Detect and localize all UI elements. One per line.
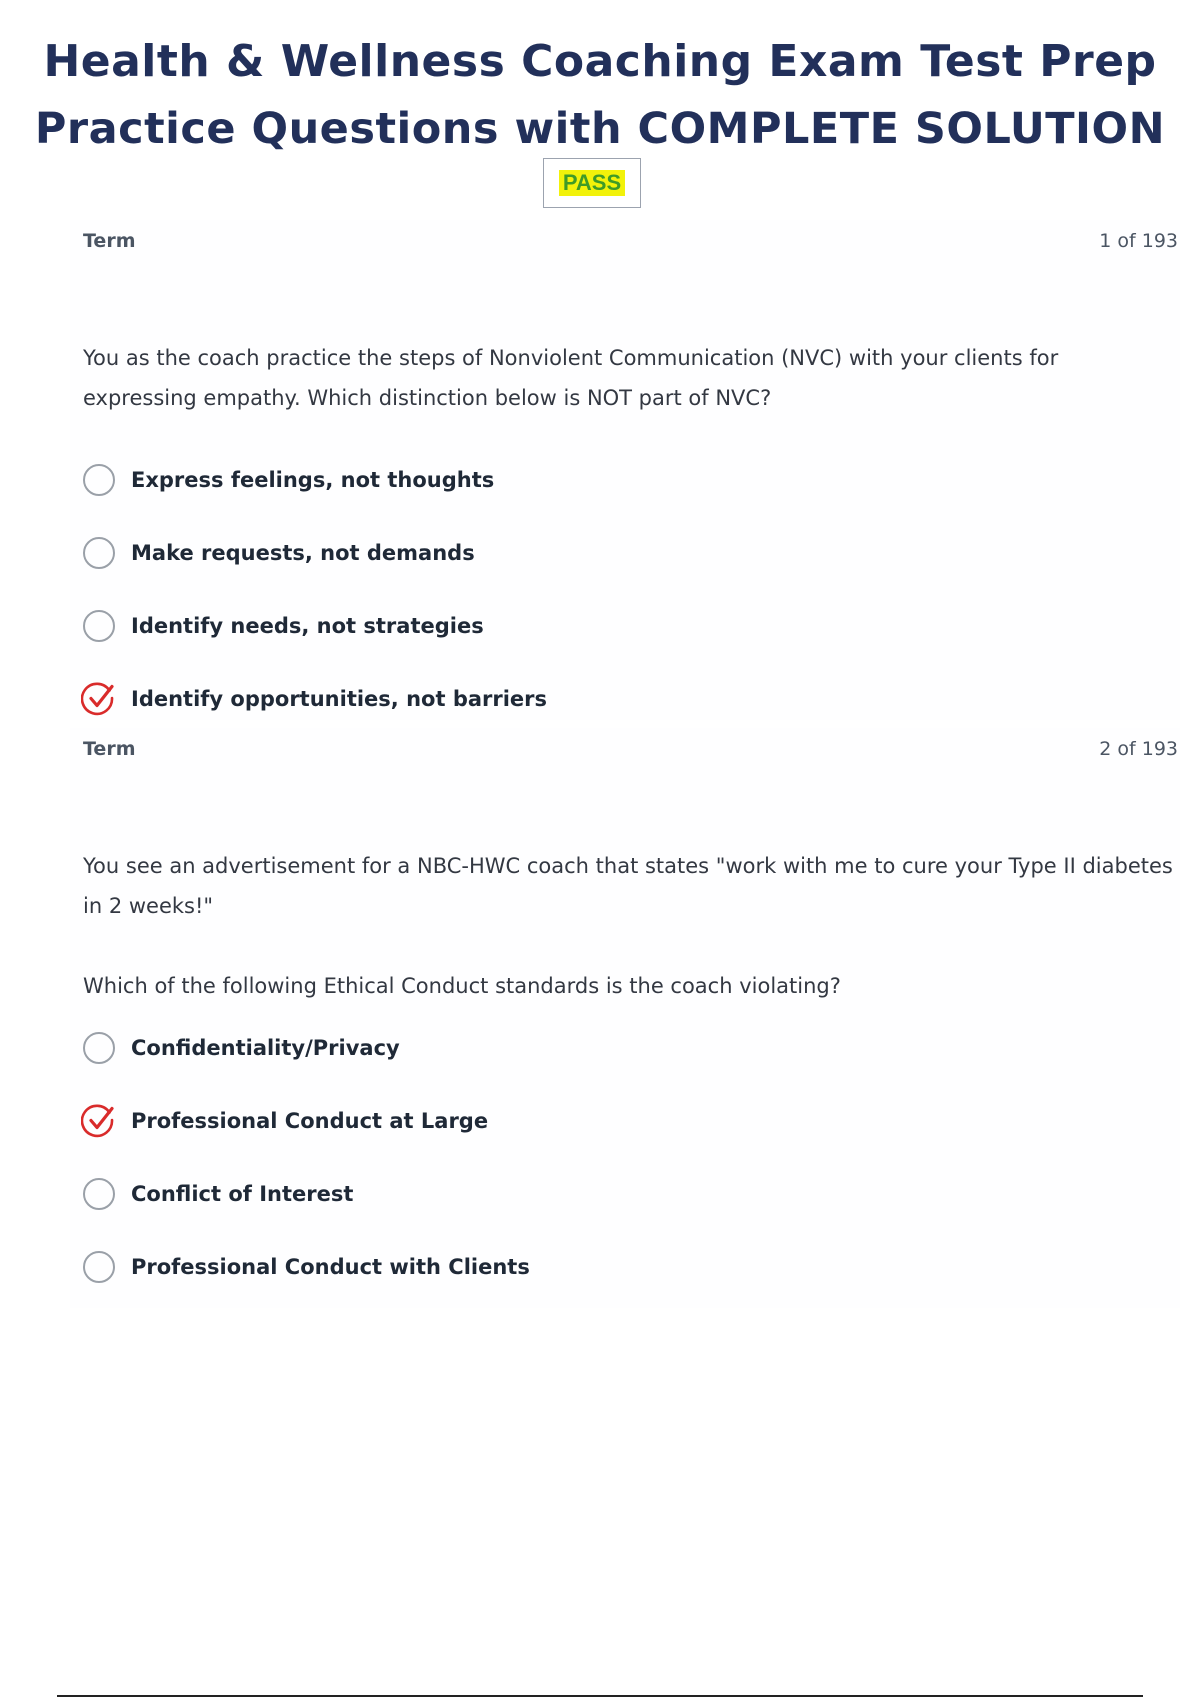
answer-option[interactable]: [83, 1174, 353, 1214]
page-title-line-2: Practice Questions with COMPLETE SOLUTION: [34, 104, 1166, 154]
pass-badge: [543, 158, 641, 208]
answer-option-label: Conflict of Interest: [131, 1182, 354, 1206]
answer-option-label: Confidentiality/Privacy: [131, 1036, 400, 1060]
radio-unchecked-icon[interactable]: [83, 610, 115, 642]
term-count: 1 of 193: [1099, 230, 1178, 252]
question-card-1: [70, 220, 1180, 720]
answer-option-label: Make requests, not demands: [131, 541, 475, 565]
radio-unchecked-icon[interactable]: [83, 1178, 115, 1210]
pass-badge-text: PASS: [559, 170, 625, 196]
answer-option-label: Professional Conduct at Large: [131, 1109, 489, 1133]
answer-option-label: Identify needs, not strategies: [131, 614, 484, 638]
question-text: You as the coach practice the steps of Nonviolent Communication (NVC) with your clients for expressing empathy. Which distinction below is NOT part of NVC?: [83, 346, 1059, 410]
radio-unchecked-icon[interactable]: [83, 464, 115, 496]
answer-option-label: Identify opportunities, not barriers: [131, 687, 548, 711]
answer-option[interactable]: [83, 460, 494, 500]
page-title-line-1: Health & Wellness Coaching Exam Test Prep: [43, 36, 1157, 87]
answer-option[interactable]: [83, 606, 484, 646]
check-circle-icon[interactable]: [81, 681, 117, 717]
question-prompt: Which of the following Ethical Conduct standards is the coach violating?: [83, 974, 841, 998]
radio-unchecked-icon[interactable]: [83, 537, 115, 569]
answer-option-label: Professional Conduct with Clients: [131, 1255, 530, 1279]
term-count: 2 of 193: [1099, 738, 1178, 760]
answer-option[interactable]: [83, 1247, 530, 1287]
page-divider: [57, 1695, 1143, 1697]
check-circle-icon[interactable]: [81, 1103, 117, 1139]
question-text: You see an advertisement for a NBC-HWC coach that states "work with me to cure your Type II diabetes in 2 weeks!": [83, 854, 1173, 918]
answer-option[interactable]: [83, 533, 475, 573]
question-card-2: [70, 728, 1180, 1308]
answer-option-selected[interactable]: [83, 679, 547, 719]
radio-unchecked-icon[interactable]: [83, 1032, 115, 1064]
radio-unchecked-icon[interactable]: [83, 1251, 115, 1283]
term-label: Term: [83, 738, 136, 760]
answer-option[interactable]: [83, 1028, 400, 1068]
answer-option-selected[interactable]: [83, 1101, 488, 1141]
term-label: Term: [83, 230, 136, 252]
answer-option-label: Express feelings, not thoughts: [131, 468, 495, 492]
